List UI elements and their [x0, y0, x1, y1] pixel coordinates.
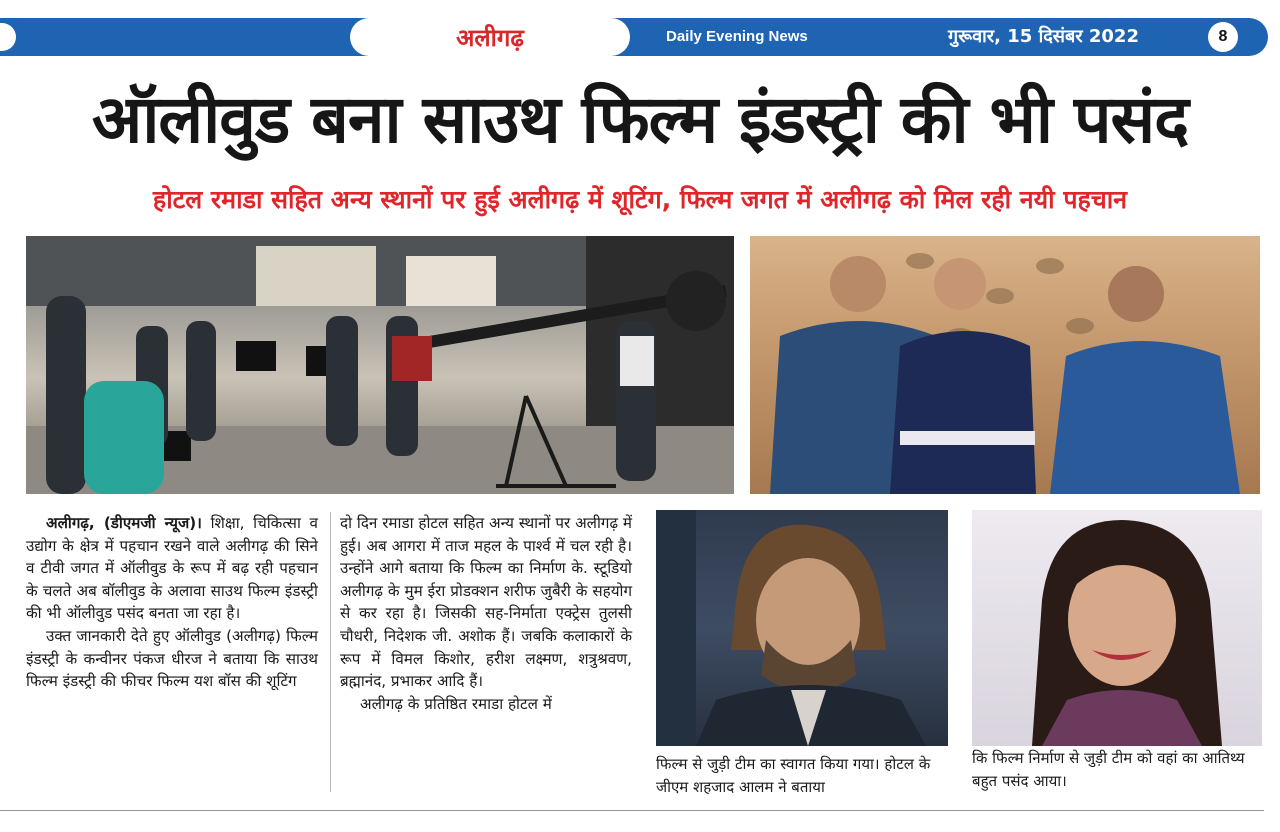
article-col1-para2: उक्त जानकारी देते हुए ऑलीवुड (अलीगढ़) फिल्म इंडस्ट्री के कन्वीनर पंकज धीरज ने बताया कि साउथ फिल्म इंडस्ट्री की फीचर फिल्म यश बॉस की शूटिंग [26, 626, 318, 691]
article-col2-para2: अलीगढ़ के प्रतिष्ठित रमाडा होटल में [360, 694, 552, 713]
masthead [0, 14, 1280, 60]
article-column-2 [340, 512, 632, 715]
paper-name: Daily Evening News [666, 28, 808, 45]
portrait-man-photo [656, 510, 948, 746]
page-number: 8 [1208, 22, 1238, 52]
city-badge [350, 18, 630, 56]
page-bottom-rule [0, 810, 1264, 811]
headline: ऑलीवुड बना साउथ फिल्म इंडस्ट्री की भी पसंद [91, 81, 1189, 158]
actors-photo [750, 236, 1260, 494]
city-name: अलीगढ़ [456, 22, 524, 52]
shooting-scene-photo [26, 236, 734, 494]
article-dateline: अलीगढ़, (डीएमजी न्यूज)। [46, 514, 202, 532]
subheadline: होटल रमाडा सहित अन्य स्थानों पर हुई अलीगढ़ में शूटिंग, फिल्म जगत में अलीगढ़ को मिल रही नयी पहचान [152, 185, 1128, 214]
article-col2-para1: दो दिन रमाडा होटल सहित अन्य स्थानों पर अलीगढ़ में हुई। अब आगरा में ताज महल के पार्श्व में चल रही है। उन्होंने आगे बताया कि फिल्म का निर्माण के. स्टूडियो अलीगढ़ के मुम ईरा प्रोडक्शन शरीफ जुबैरी के सहयोग से कर रहा है। जिसकी सह-निर्माता एक्ट्रेस तुलसी चौधरी, निदेशक जी. अशोक हैं। जबकि कलाकारों के रूप में विमल किशोर, हरीश लक्ष्मण, शत्रुश्रवण, ब्रह्मानंद, प्रभाकर आदि हैं। [340, 514, 632, 691]
column-divider [330, 512, 331, 792]
article-column-1 [26, 512, 318, 693]
photo-caption-2: कि फिल्म निर्माण से जुड़ी टीम को वहां का आतिथ्य बहुत पसंद आया। [972, 749, 1245, 790]
portrait-woman-photo [972, 510, 1262, 746]
photo-caption-1: फिल्म से जुड़ी टीम का स्वागत किया गया। होटल के जीएम शहजाद आलम ने बताया [656, 755, 931, 796]
issue-date: गुरूवार, 15 दिसंबर 2022 [948, 26, 1139, 47]
article-col1-para1: शिक्षा, चिकित्सा व उद्योग के क्षेत्र में पहचान रखने वाले अलीगढ़ की सिने व टीवी जगत में ऑलीवुड के रूप में बढ़ रही पहचान के चलते अब बॉलीवुड के अलावा साउथ फिल्म इंडस्ट्री की भी ऑलीवुड पसंद बनता जा रहा है। [26, 514, 318, 623]
